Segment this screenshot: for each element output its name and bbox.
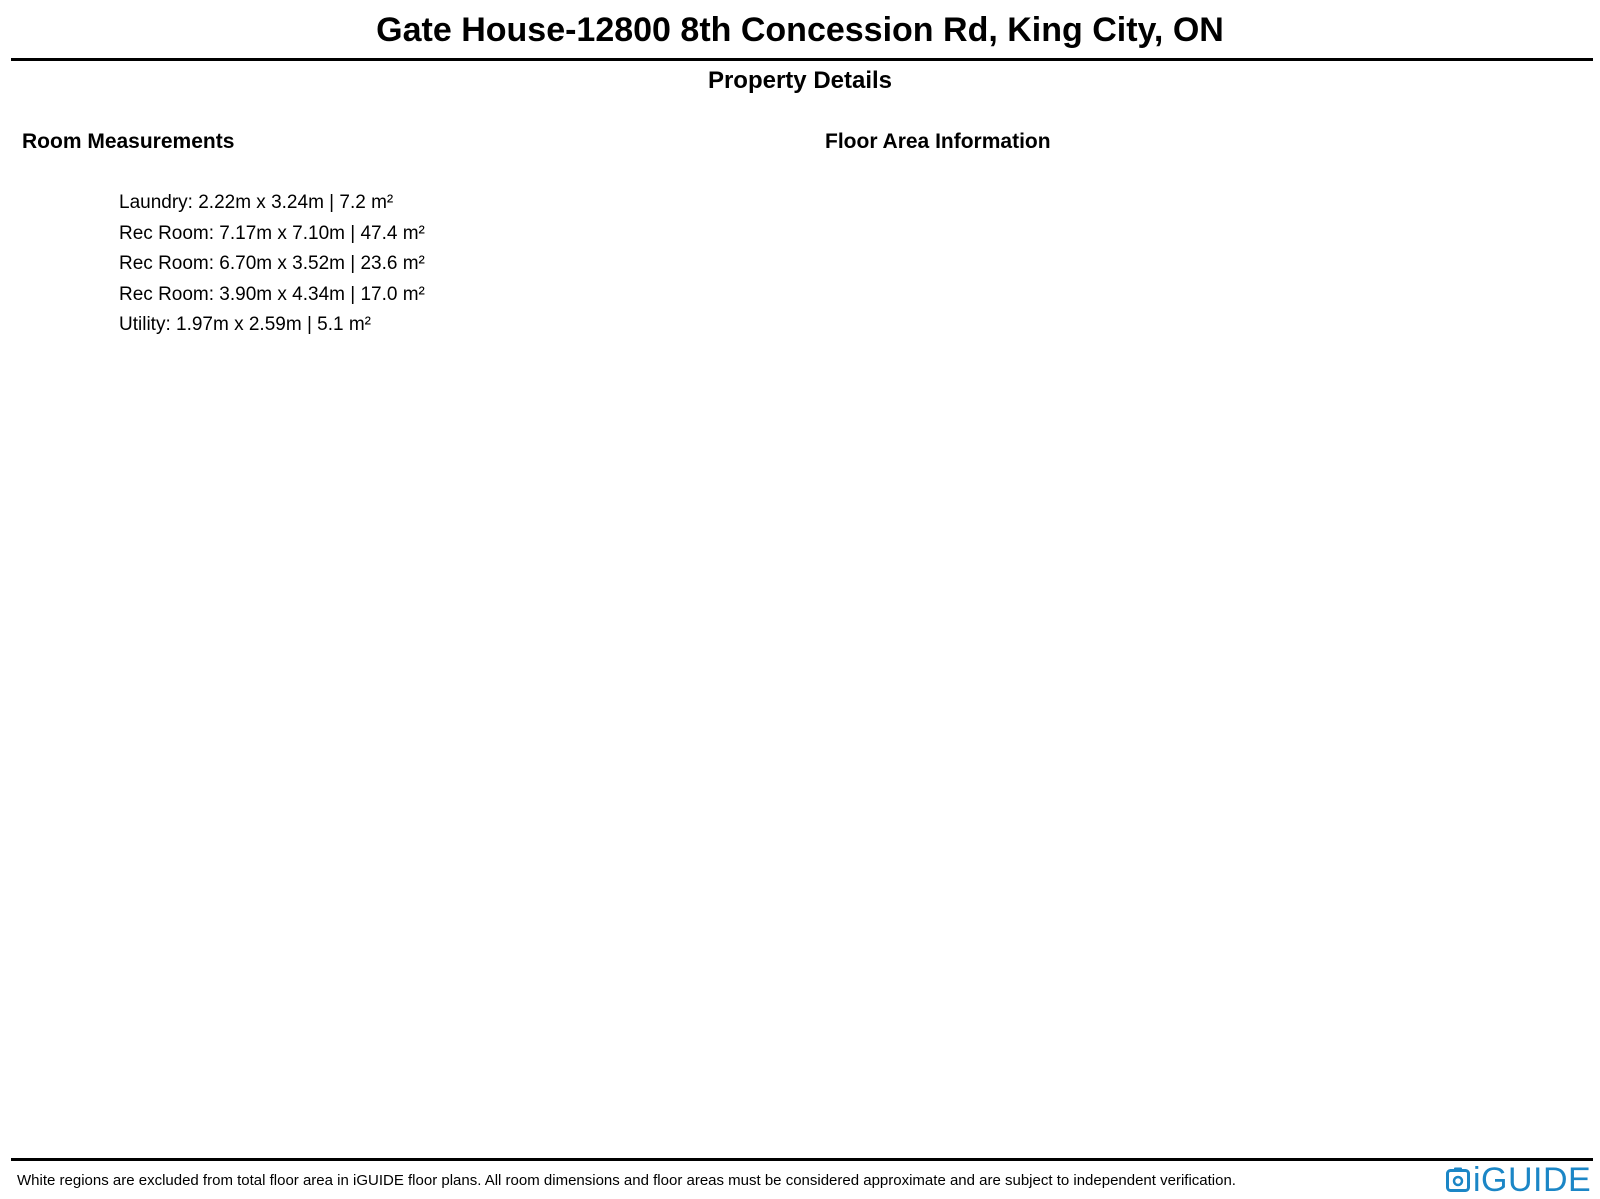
room-measurements-heading: Room Measurements [22, 130, 235, 153]
page-title: Gate House-12800 8th Concession Rd, King City, ON [376, 11, 1224, 49]
room-item-utility: Utility: 1.97m x 2.59m | 5.1 m² [119, 314, 372, 335]
footer-divider [11, 1158, 1593, 1161]
floor-area-heading: Floor Area Information [825, 130, 1051, 153]
iguide-logo [1446, 1163, 1591, 1197]
footer-disclaimer: White regions are excluded from total floor area in iGUIDE floor plans. All room dimensions and floor areas must be considered approximate and are subject to independent verification. [17, 1172, 1236, 1189]
room-item-laundry: Laundry: 2.22m x 3.24m | 7.2 m² [119, 192, 394, 213]
iguide-logo-icon [1446, 1167, 1470, 1193]
room-measurements-list [119, 188, 425, 341]
page-subtitle: Property Details [707, 67, 893, 94]
room-item-rec-room-1: Rec Room: 7.17m x 7.10m | 47.4 m² [119, 222, 425, 244]
iguide-logo-text: iGUIDE [1473, 1161, 1592, 1199]
header-divider [11, 58, 1593, 61]
room-item-rec-room-2: Rec Room: 6.70m x 3.52m | 23.6 m² [119, 253, 425, 274]
room-item-rec-room-3: Rec Room: 3.90m x 4.34m | 17.0 m² [119, 283, 425, 305]
